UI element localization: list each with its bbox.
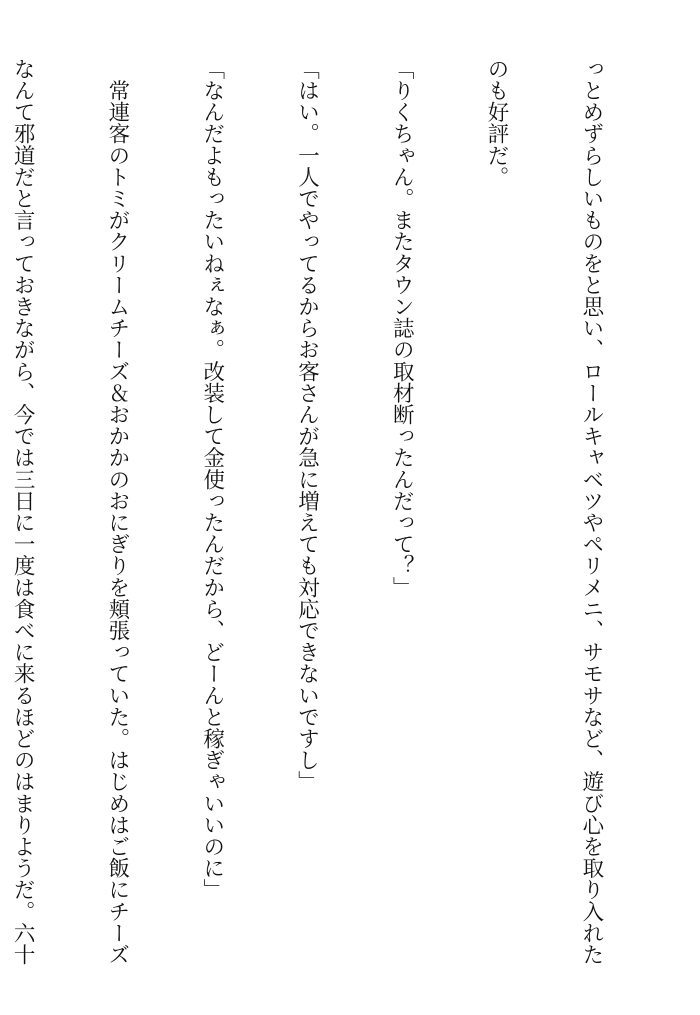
text-line-1: っとめずらしいものをと思い、ロールキャベツやペリメニ、サモサなど、遊び心を取り入れた <box>578 58 604 966</box>
text-line-2: のも好評だ。 <box>484 58 510 188</box>
text-line-3: 「りくちゃん。またタウン誌の取材断ったんだって？」 <box>389 58 415 598</box>
text-line-4: 「はい。一人でやってるからお客さんが急に増えても対応できないですし」 <box>294 58 320 793</box>
text-line-6: 常連客のトミがクリームチーズ＆おかかのおにぎりを頬張っていた。はじめはご飯にチーズ <box>104 58 130 966</box>
text-line-7: なんて邪道だと言っておきながら、今では三日に一度は食べに来るほどのはまりようだ。六十 <box>10 58 36 966</box>
vertical-text-body <box>0 58 670 966</box>
text-line-5: 「なんだよもったいねぇなぁ。改装して金使ったんだから、どーんと稼ぎゃいいのに」 <box>199 58 225 901</box>
